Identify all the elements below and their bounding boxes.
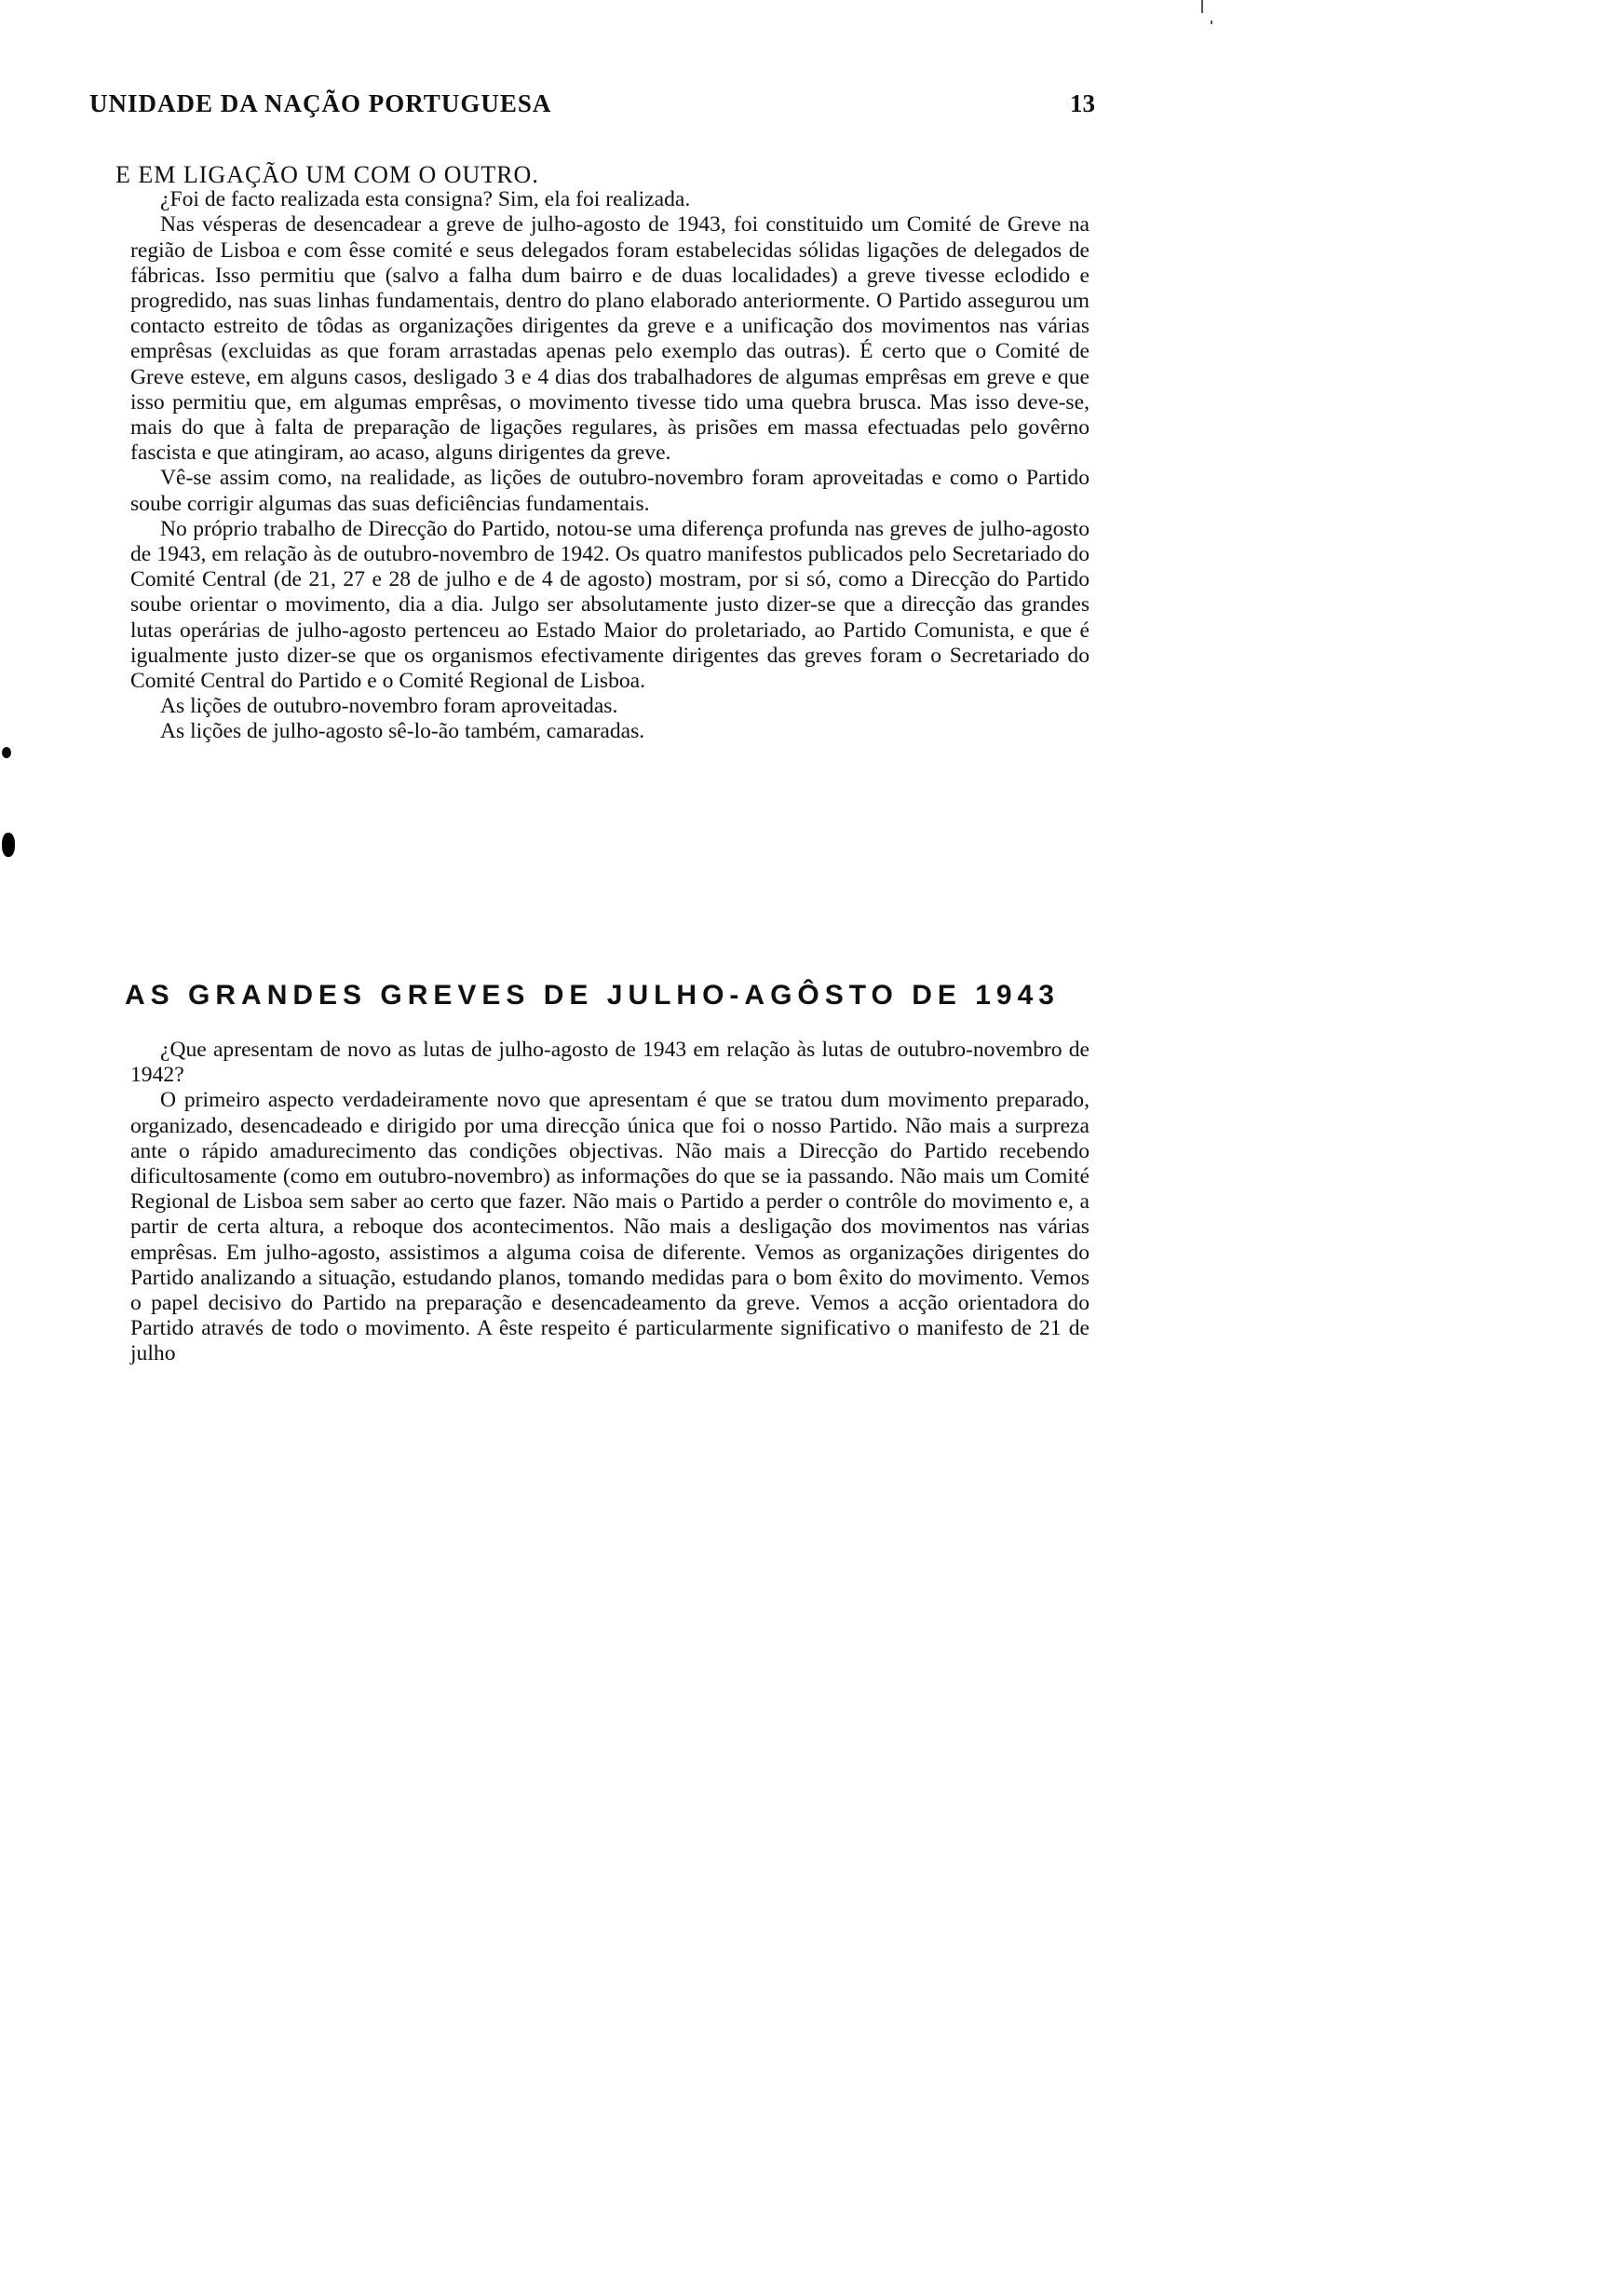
body-text-part-2 — [130, 1038, 1089, 1367]
paragraph: As lições de outubro-novembro foram aproveitadas. — [160, 694, 618, 719]
running-head-title: UNIDADE DA NAÇÃO PORTUGUESA — [89, 89, 552, 117]
paragraph: ¿Foi de facto realizada esta consigna? Sim, ela foi realizada. — [160, 187, 691, 212]
paragraph: Vê-se assim como, na realidade, as lições de outubro-novembro foram aproveitadas e como o Partido soube corrigir algumas das suas deficiências fundamentais. — [130, 466, 1089, 516]
scan-speck — [1211, 20, 1212, 24]
paragraph: No próprio trabalho de Direcção do Partido, notou-se uma diferença profunda nas greves de julho-agosto de 1943, em relação às de outubro-novembro de 1942. Os quatro manifestos publicados pelo Secretariado do Comité Central (de 21, 27 e 28 de julho e de 4 de agosto) mostram, por si só, como a Direcção do Partido soube orientar o movimento, dia a dia. Julgo ser absolutamente justo dizer-se que a direcção das grandes lutas operárias de julho-agosto pertenceu ao Estado Maior do proletariado, ao Partido Comunista, e que é igualmente justo dizer-se que os organismos efectivamente dirigentes das greves foram o Secretariado do Comité Central do Partido e o Comité Regional de Lisboa. — [130, 516, 1089, 694]
paragraph: Nas vésperas de desencadear a greve de julho-agosto de 1943, foi constituido um Comité de Greve na região de Lisboa e com êsse comité e seus delegados foram estabelecidas sólidas ligações de delegados de fábricas. Isso permitiu que (salvo a falha dum bairro e de duas localidades) a greve tivesse eclodido e progredido, nas suas linhas fundamentais, dentro do plano elaborado anteriormente. O Partido assegurou um contacto estreito de tôdas as organizações dirigentes da greve e a unificação dos movimentos nas várias emprêsas (excluidas as que foram arrastadas apenas pelo exemplo das outras). É certo que o Comité de Greve esteve, em alguns casos, desligado 3 e 4 dias dos trabalhadores de algumas emprêsas em greve e que isso permitiu que, em algumas emprêsas, o movimento tivesse tido uma quebra brusca. Mas isso deve-se, mais do que à falta de preparação de ligações regulares, às prisões em massa efectuadas pelo govêrno fascista e que atingiram, ao acaso, alguns dirigentes da greve. — [130, 212, 1089, 466]
lead-line: E EM LIGAÇÃO UM COM O OUTRO. — [115, 161, 539, 188]
paragraph: As lições de julho-agosto sê-lo-ão também, camaradas. — [160, 719, 645, 744]
margin-mark — [2, 747, 11, 758]
margin-mark — [2, 833, 15, 857]
body-text-part-1 — [115, 161, 1089, 745]
paragraph: ¿Que apresentam de novo as lutas de julho-agosto de 1943 em relação às lutas de outubro-novembro de 1942? — [130, 1038, 1089, 1088]
paragraph: O primeiro aspecto verdadeiramente novo que apresentam é que se tratou dum movimento preparado, organizado, desencadeado e dirigido por uma direcção única que foi o nosso Partido. Não mais a surpreza ante o rápido amadurecimento das condições objectivas. Não mais a Direcção do Partido recebendo dificultosamente (como em outubro-novembro) as informações do que se ia passando. Não mais um Comité Regional de Lisboa sem saber ao certo que fazer. Não mais o Partido a perder o contrôle do movimento e, a partir de certa altura, a reboque dos acontecimentos. Não mais a desligação dos movimentos nas várias emprêsas. Em julho-agosto, assistimos a alguma coisa de diferente. Vemos as organizações dirigentes do Partido analizando a situação, estudando planos, tomando medidas para o bom êxito do movimento. Vemos o papel decisivo do Partido na preparação e desencadeamento da greve. Vemos a acção orientadora do Partido através de todo o movimento. A êste respeito é particularmente significativo o manifesto de 21 de julho — [130, 1088, 1089, 1366]
page-number: 13 — [1070, 89, 1095, 117]
scan-speck — [1201, 0, 1203, 13]
running-head — [89, 89, 1095, 127]
section-heading: AS GRANDES GREVES DE JULHO-AGÔSTO DE 1943 — [125, 980, 1060, 1011]
